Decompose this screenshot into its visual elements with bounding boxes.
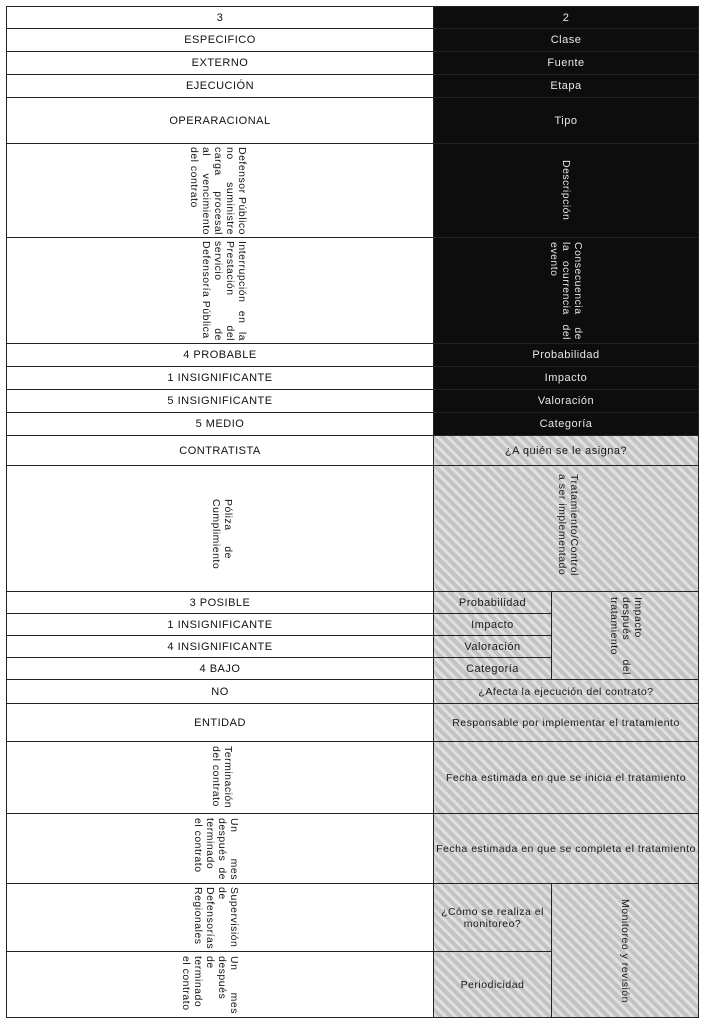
monitoring-period-value [7,952,434,1018]
probability-label: Probabilidad [434,344,699,367]
description-label [434,144,699,238]
responsible-label: Responsable por implementar el tratamiento [434,704,699,742]
end-date-label: Fecha estimada en que se completa el tratamiento [434,814,699,884]
valuation-label: Valoración [434,390,699,413]
monitoring-how-label: ¿Cómo se realiza el monitoreo? [434,884,552,952]
end-date-text: Un mes después de terminado el contrato [192,817,240,880]
description-text: Defensor Público no suministre carga procesal al vencimiento del contrato [188,146,248,235]
description-value [7,144,434,238]
source-label: Fuente [434,52,699,75]
consequence-label-text: Consecuencia de la ocurrencia del evento [548,241,584,340]
monitoring-group-label [552,884,699,1018]
consequence-text: Interrupción en la Prestación del servicio de Defensoría Pública [200,240,248,341]
after-category-label: Categoría [434,658,552,680]
start-date-value [7,742,434,814]
start-date-label: Fecha estimada en que se inicia el tratamiento [434,742,699,814]
consequence-label [434,238,699,344]
column-header-3: 3 [7,7,434,29]
responsible-value: ENTIDAD [7,704,434,742]
assigned-to-value: CONTRATISTA [7,436,434,466]
stage-value: EJECUCIÓN [7,75,434,98]
after-impact-group-label [552,592,699,680]
impact-label: Impacto [434,367,699,390]
after-impact-group-text: Impacto después del tratamiento [608,596,644,675]
category-value: 5 MEDIO [7,413,434,436]
monitoring-period-label: Periodicidad [434,952,552,1018]
stage-label: Etapa [434,75,699,98]
column-header-2: 2 [434,7,699,29]
class-value: ESPECIFICO [7,29,434,52]
treatment-label-text: Tratamiento/Control a ser implementado [556,473,580,576]
assigned-to-label: ¿A quién se le asigna? [434,436,699,466]
after-valuation-value: 4 INSIGNIFICANTE [7,636,434,658]
monitoring-period-text: Un mes después de terminado el contrato [180,955,240,1014]
treatment-text: Póliza de Cumplimiento [210,498,234,569]
risk-matrix-table [6,6,699,1018]
probability-value: 4 PROBABLE [7,344,434,367]
consequence-value [7,238,434,344]
after-category-value: 4 BAJO [7,658,434,680]
description-label-text: Descripción [560,160,572,221]
affects-contract-value: NO [7,680,434,704]
start-date-text: Terminación del contrato [210,745,234,808]
after-probability-value: 3 POSIBLE [7,592,434,614]
type-label: Tipo [434,98,699,144]
end-date-value [7,814,434,884]
monitoring-group-text: Monitoreo y revisión [619,898,631,1003]
affects-contract-label: ¿Afecta la ejecución del contrato? [434,680,699,704]
monitoring-how-value [7,884,434,952]
category-label: Categoría [434,413,699,436]
impact-value: 1 INSIGNIFICANTE [7,367,434,390]
after-impact-label: Impacto [434,614,552,636]
treatment-label [434,466,699,592]
valuation-value: 5 INSIGNIFICANTE [7,390,434,413]
source-value: EXTERNO [7,52,434,75]
treatment-value [7,466,434,592]
class-label: Clase [434,29,699,52]
monitoring-how-text: Supervisión de Defensorías Regionales [192,886,240,949]
after-impact-value: 1 INSIGNIFICANTE [7,614,434,636]
type-value: OPERARACIONAL [7,98,434,144]
after-probability-label: Probabilidad [434,592,552,614]
after-valuation-label: Valoración [434,636,552,658]
